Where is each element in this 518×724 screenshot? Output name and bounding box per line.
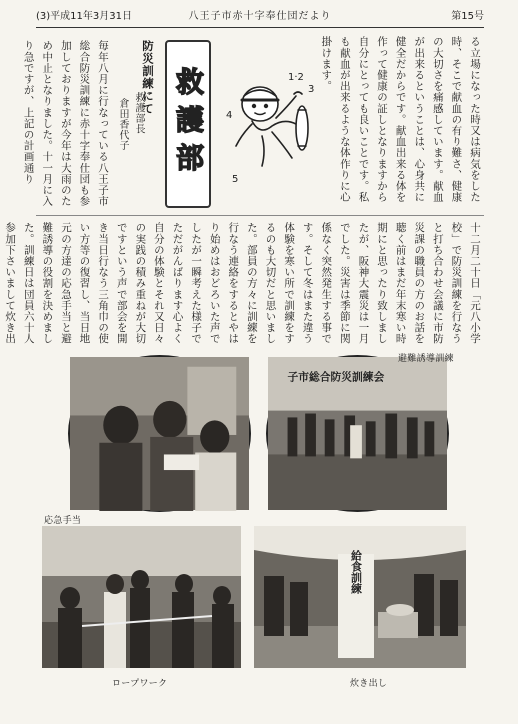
meal-service-photo bbox=[254, 526, 466, 668]
drill-banner-text: 子市総合防災訓練会 bbox=[287, 370, 385, 384]
meal-service-photo-image bbox=[254, 526, 466, 668]
cartoon-figure-icon bbox=[222, 66, 327, 186]
issue-date: (3)平成11年3月31日 bbox=[36, 11, 132, 22]
meal-banner-text: 給食訓練 bbox=[349, 550, 363, 594]
left-article-text: 毎年八月に行なっている八王子市総合防災訓練に赤十字奉仕団も参加しておりますが今年は大雨のため中止となりました。十一月に入り急ですが、上記の計画通り bbox=[22, 40, 109, 207]
first-aid-caption: 応急手当 bbox=[44, 516, 82, 526]
first-aid-photo-image bbox=[70, 357, 249, 510]
byline-role: 救護部長 bbox=[133, 92, 144, 134]
meal-service-caption: 炊き出し bbox=[350, 679, 388, 689]
first-aid-photo bbox=[68, 355, 251, 512]
exercise-cartoon-illustration bbox=[222, 66, 327, 186]
evacuation-drill-photo-image bbox=[268, 357, 447, 510]
rope-work-photo-image bbox=[42, 526, 241, 668]
top-article-text: る立場になった時又は病気をした時、そこで献血の有り難さ、健康の大切さを痛感しています。献血が出来るということは、心身共に健全だからです。献血出来る体を作って健康の証しとなりますから自分にとっても良いことです。私も献血が出来るような体作りに心掛けます。 bbox=[320, 36, 481, 203]
main-article-text: 十二月二十日「元八小学校」で防災訓練を行なうと打ち合わせ会議に市防災課の職員の方のお話を聴く前はまだ年末寒い時期にと思ったり致しましたが、阪神大震災は一月でした。災害は季節に関係なく突然発生する事です。そして冬はまた違う体験を寒い所で訓練をするのも大切だと思いました。部員の方々に訓練を行なう連絡をするとやはり始めはおどろいた声でしたが一瞬考えた様子でただがんばります心よく自分の体験とそれ又日々の実践の積み重ねが大切ですという声で部会を開き当日行なう三角巾の使い方等の復習し、当日地元の方達の応急手当と避難誘導の役割を決めました。訓練日は団員六十人参加下さいまして炊き出 bbox=[4, 222, 481, 345]
issue-number: 第15号 bbox=[451, 11, 484, 22]
svg-text:1·2: 1·2 bbox=[288, 72, 304, 83]
svg-text:3: 3 bbox=[308, 84, 315, 95]
svg-text:4: 4 bbox=[226, 110, 233, 121]
left-article-byline bbox=[114, 92, 162, 212]
banner-title: 救護部 bbox=[172, 67, 205, 181]
rope-work-caption: ロープワーク bbox=[112, 679, 168, 689]
svg-text:5: 5 bbox=[232, 174, 239, 185]
section-divider bbox=[36, 215, 484, 216]
rope-work-photo bbox=[42, 526, 241, 668]
evacuation-drill-photo bbox=[266, 355, 449, 512]
byline-name: 倉田香代子 bbox=[117, 98, 128, 151]
left-article-title: 防災訓練にて bbox=[141, 40, 155, 115]
newsletter-title: 八王子市赤十字奉仕団だより bbox=[188, 11, 332, 22]
evacuation-drill-caption: 避難誘導訓練 bbox=[398, 354, 454, 364]
header-divider bbox=[36, 27, 484, 28]
department-banner bbox=[165, 40, 211, 208]
page-header bbox=[36, 8, 484, 26]
